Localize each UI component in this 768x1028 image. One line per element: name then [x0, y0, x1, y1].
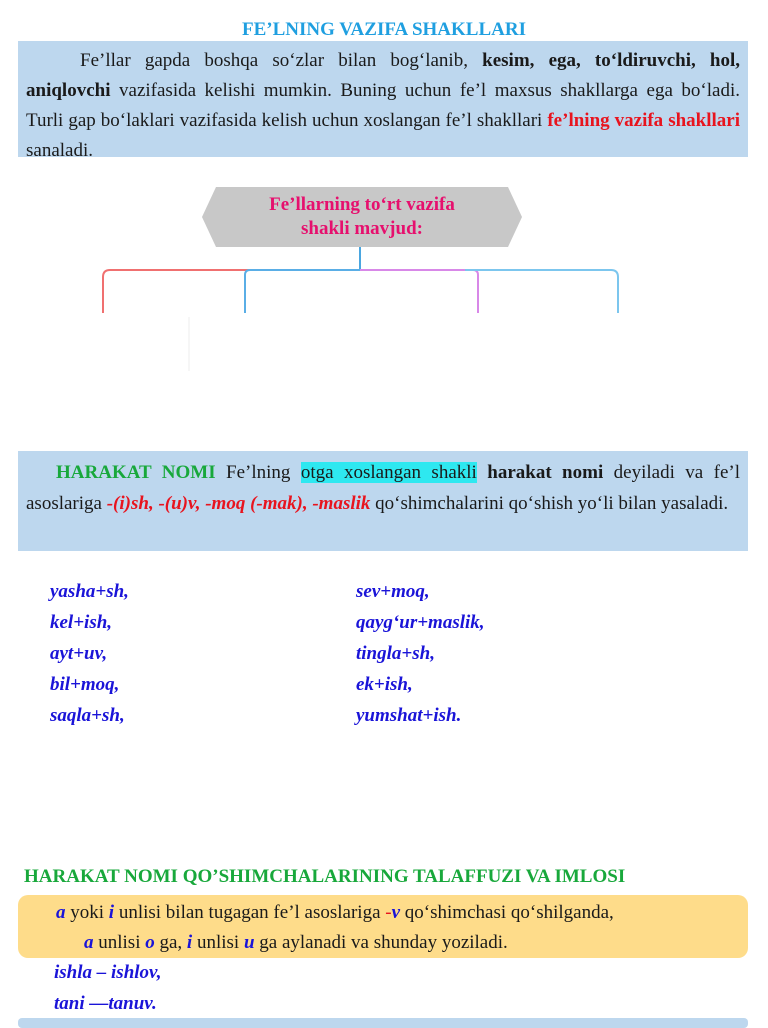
- example-item: yumshat+ish.: [356, 705, 462, 726]
- rule-text: unlisi: [93, 932, 146, 953]
- harakat-bold: harakat nomi: [487, 462, 604, 483]
- branch-connectors: [95, 245, 625, 375]
- hexagon-line-2: shakli mavjud:: [301, 218, 423, 239]
- rule-text: yoki: [65, 902, 109, 923]
- example-item: yasha+sh,: [50, 581, 129, 602]
- rule-text: unlisi bilan tugagan fe’l asoslariga: [114, 902, 386, 923]
- vowel-u: u: [243, 932, 255, 953]
- example-item: ishla – ishlov,: [54, 962, 162, 983]
- vowel-i: i: [186, 932, 193, 953]
- example-item: ek+ish,: [356, 674, 413, 695]
- rule-text: unlisi: [192, 932, 244, 953]
- page-title: FE’LNING VAZIFA SHAKLLARI: [241, 19, 526, 40]
- harakat-label: HARAKAT NOMI: [56, 462, 216, 483]
- example-item: ayt+uv,: [50, 643, 108, 664]
- harakat-highlight: otga xoslangan shakli: [300, 462, 477, 483]
- vowel-o: o: [145, 932, 155, 953]
- harakat-text-3: deyiladi va fe’l asoslariga: [26, 462, 740, 514]
- vowel-i: i: [108, 902, 115, 923]
- intro-text-2: vazifasida kelishi mumkin. Buning uchun fe’l maxsus shakllarga ega bo‘ladi. Turli gap bo‘laklari vazifasida kelish uchun xoslangan fe’l shakllari: [26, 80, 740, 131]
- rule-box: [18, 895, 748, 958]
- harakat-suffixes: -(i)sh, -(u)v, -moq (-mak), -maslik: [106, 493, 371, 514]
- rule-examples-list: [54, 957, 162, 1019]
- rule-text: qo‘shimchasi qo‘shilganda,: [400, 902, 614, 923]
- bottom-box-edge: [18, 1018, 748, 1028]
- examples-right-list: [356, 576, 485, 731]
- rule-text: ga aylanadi va shunday yoziladi.: [254, 932, 508, 953]
- intro-box: [18, 41, 748, 161]
- intro-bold-terms: kesim, ega, to‘ldiruvchi, hol, aniqlovchi: [26, 50, 740, 101]
- hexagon-label: [232, 193, 492, 241]
- example-item: tingla+sh,: [356, 643, 435, 664]
- harakat-text-4: qo‘shimchalarini qo‘shish yo‘li bilan yasaladi.: [370, 493, 729, 514]
- hexagon-line-1: Fe’llarning to‘rt vazifa: [269, 194, 455, 215]
- rule-text: ga,: [154, 932, 187, 953]
- space: [477, 462, 487, 483]
- vowel-a: a: [56, 902, 66, 923]
- example-item: tani —tanuv.: [54, 993, 157, 1014]
- example-item: bil+moq,: [50, 674, 120, 695]
- example-item: sev+moq,: [356, 581, 430, 602]
- harakat-nomi-box: [18, 451, 748, 551]
- vowel-a: a: [84, 932, 94, 953]
- intro-red-term: fe’lning vazifa shakllari: [547, 110, 740, 131]
- examples-left-list: [50, 576, 129, 731]
- example-item: qayg‘ur+maslik,: [356, 612, 485, 633]
- harakat-text-1: Fe’lning: [215, 462, 301, 483]
- intro-text-3: sanaladi.: [26, 140, 94, 161]
- intro-text-1: Fe’llar gapda boshqa so‘zlar bilan bog‘lanib,: [80, 50, 483, 71]
- example-item: saqla+sh,: [50, 705, 125, 726]
- section-title: HARAKAT NOMI QO’SHIMCHALARINING TALAFFUZI VA IMLOSI: [24, 866, 626, 887]
- suffix-v: -v: [385, 902, 401, 923]
- example-item: kel+ish,: [50, 612, 113, 633]
